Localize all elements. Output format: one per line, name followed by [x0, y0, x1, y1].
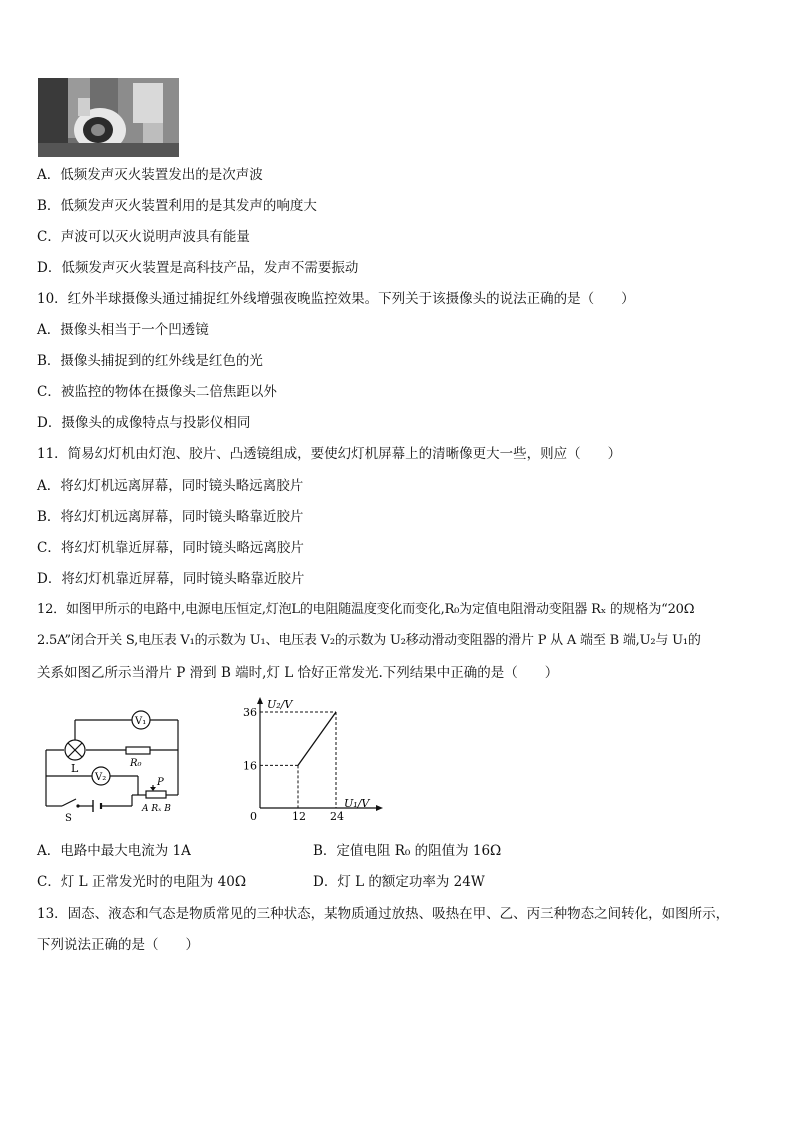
y-axis-label: U₂/V [267, 698, 293, 711]
q11-option-d: D．将幻灯机靠近屏幕，同时镜头略靠近胶片 [37, 571, 305, 587]
v1-label: V₁ [135, 716, 147, 727]
q12-stem-line-3: 关系如图乙所示当滑片 P 滑到 B 端时,灯 L 恰好正常发光.下列结果中正确的是（ ） [37, 665, 559, 681]
q13-stem-line-1: 13．固态、液态和气态是物质常见的三种状态，某物质通过放热、吸热在甲、乙、丙三种物态之间转化，如图所示， [37, 906, 730, 922]
q9-option-c: C．声波可以灭火说明声波具有能量 [37, 229, 250, 245]
y-tick-label-1: 36 [243, 706, 257, 719]
circuit-svg [38, 703, 188, 823]
graph-svg [240, 696, 390, 826]
series-line [298, 712, 336, 765]
q12-option-c: C．灯 L 正常发光时的电阻为 40Ω [37, 874, 247, 890]
q10-option-a: A．摄像头相当于一个凹透镜 [37, 322, 209, 338]
q12-stem-line-2: 2.5A”闭合开关 S,电压表 V₁的示数为 U₁、电压表 V₂的示数为 U₂移动滑动变阻器的滑片 P 从 A 端至 B 端,U₂与 U₁的 [37, 633, 701, 648]
q12-option-a: A．电路中最大电流为 1A [37, 843, 191, 859]
q9-option-a: A．低频发声灭火装置发出的是次声波 [37, 167, 263, 183]
q11-option-c: C．将幻灯机靠近屏幕，同时镜头略远离胶片 [37, 540, 304, 556]
q11-option-b: B．将幻灯机远离屏幕，同时镜头略靠近胶片 [37, 509, 304, 525]
q11-stem: 11．简易幻灯机由灯泡、胶片、凸透镜组成，要使幻灯机屏幕上的清晰像更大一些，则应（ ） [37, 446, 622, 462]
q10-option-c: C．被监控的物体在摄像头二倍焦距以外 [37, 384, 277, 400]
lamp-label: L [71, 762, 79, 775]
q9-option-d: D．低频发声灭火装置是高科技产品，发声不需要振动 [37, 260, 359, 276]
origin-label: 0 [250, 810, 257, 823]
circuit-diagram [38, 703, 188, 823]
q12-option-d: D．灯 L 的额定功率为 24W [313, 874, 485, 890]
q11-option-a: A．将幻灯机远离屏幕，同时镜头略远离胶片 [37, 478, 304, 494]
switch-label: S [65, 813, 72, 823]
fire-extinguisher-photo [38, 78, 179, 157]
y-axis-arrow [257, 697, 263, 704]
x-tick-label-0: 12 [292, 810, 306, 823]
rheostat-label: A Rₓ B [142, 804, 171, 814]
r0-label: R₀ [130, 758, 142, 769]
u2-u1-graph [240, 696, 390, 826]
q13-stem-line-2: 下列说法正确的是（ ） [37, 937, 199, 953]
x-axis-arrow [376, 805, 383, 811]
y-tick-label-0: 16 [243, 759, 257, 773]
slider-label: P [157, 777, 164, 788]
q9-option-b: B．低频发声灭火装置利用的是其发声的响度大 [37, 198, 317, 214]
x-axis-label: U₁/V [344, 797, 370, 810]
v2-label: V₂ [95, 772, 107, 783]
q10-option-b: B．摄像头捕捉到的红外线是红色的光 [37, 353, 263, 369]
q12-stem-line-1: 12．如图甲所示的电路中,电源电压恒定,灯泡L的电阻随温度变化而变化,R₀为定值电阻滑动变阻器 Rₓ 的规格为“20Ω [37, 602, 695, 617]
q10-stem: 10．红外半球摄像头通过捕捉红外线增强夜晚监控效果。下列关于该摄像头的说法正确的是（ ） [37, 291, 635, 307]
q12-option-b: B．定值电阻 R₀ 的阻值为 16Ω [313, 843, 502, 859]
q10-option-d: D．摄像头的成像特点与投影仪相同 [37, 415, 251, 431]
photo-illustration [38, 78, 179, 157]
x-tick-label-1: 24 [330, 810, 344, 823]
